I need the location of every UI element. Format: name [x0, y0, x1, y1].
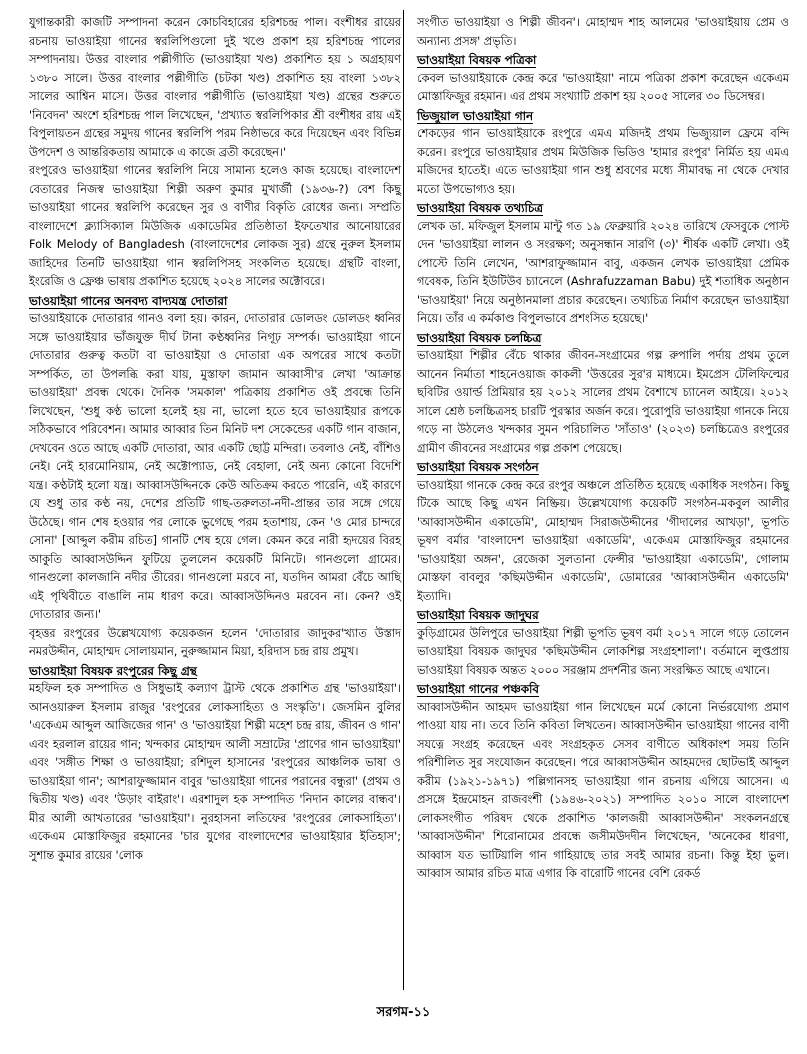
paragraph: রংপুরেও ভাওয়াইয়া গানের স্বরলিপি নিয়ে সামান্য হলেও কাজ হয়েছে। বাংলাদেশ বেতারের নিজস্ব ভাওয়াইয়া শিল্পী অরুণ কুমার মুখার্জী (১৯৩৬-?) বেশ কিছু ভাওয়াইয়া গানের স্বরলিপি করেছেন সুর ও বাণীর বিকৃতি রোধের জন্য। সম্প্রতি বাংলাদেশে ক্ল্যাসিক্যাল মিউজিক একাডেমির প্রতিষ্ঠাতা ইফতেখার আনোয়ারের Folk Melody of Bangladesh (বাংলাদেশের লোকজ সুর) গ্রন্থে নুরুল ইসলাম জাহিদের তিনটি ভাওয়াইয়া গান স্বরলিপিসহ সংকলিত হয়েছে। গ্রন্থটি বাংলা, ইংরেজি ও ফ্রেঞ্চ ভাষায় প্রকাশিত হয়েছে ২০২৪ সালের অক্টোবরে। [29, 164, 401, 288]
page-number: সরগম-১১ [376, 1005, 431, 1020]
paragraph: লেখক ডা. মফিজুল ইসলাম মান্টু গত ১৯ ফেব্রুয়ারি ২০২৪ তারিখে ফেসবুকে পোস্ট দেন 'ভাওয়াইয়া লালন ও সংরক্ষণ; অনুসন্ধান সারণি (৩)' শীর্ষক একটি লেখা। ওই পোস্টে তিনি লেখেন, 'আশরাফুজ্জামান বাবু, একজন লেখক ভাওয়াইয়া প্রেমিক গবেষক, তিনি ইউটিউব চ্যানেলে (Ashrafuzzaman Babu) দুই শতাধিক অনুষ্ঠান 'ভাওয়াইয়া' নিয়ে অনুষ্ঠানমালা প্রচার করেছেন। তথ্যচিত্র নির্মাণ করেছেন ভাওয়াইয়া নিয়ে। তাঁর এ কর্মকাণ্ড বিপুলভাবে প্রশংসিত হয়েছে।' [417, 219, 789, 325]
column-divider [403, 10, 404, 990]
paragraph: ভাওয়াইয়া শিল্পীর বেঁচে থাকার জীবন-সংগ্রামের গল্প রুপালি পর্দায় প্রথম তুলে আনেন নির্মাতা শাহনেওয়াজ কাকলী 'উত্তরের সুর'র মাধ্যমে। ইমপ্রেস টেলিফিল্মের ছবিটির ওয়ার্ল্ড প্রিমিয়ার হয় ২০১২ সালের প্রথম বৈশাখে চ্যানেল আইয়ে। ২০১২ সালে শ্রেষ্ঠ চলচ্চিত্রসহ চারটি পুরস্কার অর্জন করে। পুরোপুরি ভাওয়াইয়া গানকে নিয়ে গড়ে না উঠলেও খন্দকার সুমন পরিচালিত 'সাঁতাও' (২০২৩) চলচ্চিত্রেও রংপুরের গ্রামীণ জীবনের সংগ্রামের গল্প প্রকাশ পেয়েছে। [417, 349, 789, 455]
section-heading: ভিজুয়াল ভাওয়াইয়া গান [417, 108, 534, 123]
paragraph: সংগীত ভাওয়াইয়া ও শিল্পী জীবন'। মোহাম্মদ শাহ আলমের 'ভাওয়াইয়ায় প্রেম ও অন্যান্য প্রসঙ্গ' প্রভৃতি। [417, 16, 789, 48]
paragraph: ভাওয়াইয়া গানকে কেন্দ্র করে রংপুর অঞ্চলে প্রতিষ্ঠিত হয়েছে একাধিক সংগঠন। কিছু টিকে আছে কিছু এখন নিষ্ক্রিয়। উল্লেখযোগ্য কয়েকটি সংগঠন-মকবুল আলীর 'আব্বাসউদ্দীন একাডেমি', মোহাম্মদ সিরাজউদ্দীনের 'গীদালের আখড়া', ভূপতি ভূষণ বর্মার 'বাংলাদেশ ভাওয়াইয়া একাডেমি', একেএম মোস্তাফিজুর রহমানের 'ভাওয়াইয়া অঙ্গন', রেজেকা সুলতানা ফেন্সীর 'ভাওয়াইয়া একাডেমি', গোলাম মোস্তফা বাবলুর 'কছিমউদ্দীন একাডেমি', ডোমারের 'আব্বাসউদ্দীন একাডেমি' ইত্যাদি। [417, 478, 789, 603]
section-heading: ভাওয়াইয়া বিষয়ক সংগঠন [417, 460, 539, 474]
paragraph: মহফিল হক সম্পাদিত ও সিধুভাই কল্যাণ ট্রাস্ট থেকে প্রকাশিত গ্রন্থ 'ভাওয়াইয়া'। আনওয়ারুল ইসলাম রাজুর 'রংপুরের লোকসাহিত্য ও সংস্কৃতি'। জেসমিন বুলির 'একেএম আব্দুল আজিজের গান' ও 'ভাওয়াইয়া শিল্পী মহেশ চন্দ্র রায়, জীবন ও গান' এবং হরলাল রায়ের গান; খন্দকার মোহাম্মদ আলী সম্রাটের 'প্রাণের গান ভাওয়াইয়া' এবং 'সঙ্গীত শিক্ষা ও ভাওয়াইয়া; রশিদুল হাসানের 'রংপুরের আঞ্চলিক ভাষা ও ভাওয়াইয়া গান'; আশরাফুজ্জামান বাবুর 'ভাওয়াইয়া গানের পরানের বন্ধুরা' (প্রথম ও দ্বিতীয় খণ্ড) এবং 'উড়াং বাইরাং'। এরশাদুল হক সম্পাদিত 'নিদান কালের বান্ধব'। মীর আলী আখতারের 'ভাওয়াইয়া'। নুরহাসনা লতিফের 'রংপুরের লোকসাহিত্য'। একেএম মোস্তাফিজুর রহমানের 'চার যুগের বাংলাদেশের ভাওয়াইয়ার ইতিহাস'; সুশান্ত কুমার রায়ের 'লোক [29, 682, 401, 862]
left-column [29, 14, 401, 865]
paragraph: কুড়িগ্রামের উলিপুরে ভাওয়াইয়া শিল্পী ভূপতি ভূষণ বর্মা ২০১৭ সালে গড়ে তোলেন ভাওয়াইয়া বিষয়ক জাদুঘর 'কছিমউদ্দীন লোকশিল্প সংগ্রহশালা'। বর্তমানে লুপ্তপ্রায় ভাওয়াইয়া বিষয়ক অন্তত ২০০০ সরঞ্জাম প্রদর্শনীর জন্য সংরক্ষিত আছে এখানে। [417, 626, 789, 677]
section-heading: ভাওয়াইয়া বিষয়ক তথ্যচিত্র [417, 201, 543, 215]
paragraph: কেবল ভাওয়াইয়াকে কেন্দ্র করে 'ভাওয়াইয়া' নামে পত্রিকা প্রকাশ করেছেন একেএম মোস্তাফিজুর রহমান। এর প্রথম সংখ্যাটি প্রকাশ হয় ২০০৫ সালের ৩০ ডিসেম্বর। [417, 71, 789, 103]
paragraph: বৃহত্তর রংপুরের উল্লেখযোগ্য কয়েকজন হলেন 'দোতারার জাদুকর'খ্যাত উস্তাদ নমরউদ্দীন, মোহাম্মদ সোলায়মান, নুরুজ্জামান মিয়া, হরিদাস চন্দ্র রায় প্রমুখ। [29, 626, 401, 658]
paragraph: ভাওয়াইয়াকে দোতারার গানও বলা হয়। কারন, দোতারার ডোলডং ডোলডং ধ্বনির সঙ্গে ভাওয়াইয়ার ভাঁজযুক্ত দীর্ঘ টানা কণ্ঠধ্বনির নিগূঢ় সম্পর্ক। ভাওয়াইয়া গানে দোতারার গুরুত্ব কতটা বা ভাওয়াইয়া ও দোতারা এক অপরের সাথে কতটা সম্পর্কিত, তা উপলব্ধি করা যায়, মুস্তাফা জামান আব্বাসী'র লেখা 'আক্রান্ত ভাওয়াইয়া' প্রবন্ধ থেকে। দৈনিক 'সমকাল' পত্রিকায় প্রকাশিত ওই প্রবন্ধে তিনি লিখেছেন, 'শুধু কণ্ঠ ভালো হলেই হয় না, ভালো হতে হবে ভাওয়াইয়ার রূপকে সঠিকভাবে পরিবেশন। আমার আব্বার তিন মিনিট দশ সেকেন্ডের একটি গান বাজান, দেখবেন ওতে আছে একটি দোতারা, আর একটি ছোট্ট মন্দিরা। তবলাও নেই, বাঁশিও নেই। নেই হারমোনিয়াম, নেই অক্টোপ্যাড, নেই বেহালা, নেই অন্য কোনো বিদেশি যন্ত্র। কণ্ঠটাই হলো যন্ত্র। আব্বাসউদ্দিনকে কেউ অতিক্রম করতে পারেনি, এই কারণে যে শুধু তার কণ্ঠ নয়, দেশের প্রতিটি গাছ-তরুলতা-নদী-প্রান্তর তার সঙ্গে গেয়ে উঠেছে। গান শেষ হওয়ার পর লোকে ভুগেছে পরম হতাশায়, কেন 'ও মোর চান্দরে সোনা' [আব্দুল করীম রচিত] গানটি শেষ হয়ে গেল। কেমন করে নারী হৃদয়ের বিরহ আকুতি আব্বাসউদ্দিন ফুটিয়ে তুললেন কয়েকটি মিনিটে। গানগুলো গ্রামের। গানগুলো কালজানি নদীর তীরের। গানগুলো মরবে না, যতদিন আমরা বেঁচে আছি এই পৃথিবীতে বাঙালি নাম ধারণ করে। আব্বাসউদ্দিনও মরবেন না। কেন? ওই দোতারার জন্য।' [29, 312, 401, 621]
section-heading: ভাওয়াইয়া বিষয়ক রংপুরের কিছু গ্রন্থ [29, 663, 197, 678]
section-heading: ভাওয়াইয়া বিষয়ক পত্রিকা [417, 53, 537, 67]
section-heading: ভাওয়াইয়া বিষয়ক জাদুঘর [417, 608, 539, 622]
section-heading: ভাওয়াইয়া গানের অনবদ্য বাদ্যযন্ত্র দোতারা [29, 293, 228, 308]
paragraph: আব্বাসউদ্দীন আহমদ ভাওয়াইয়া গান লিখেছেন মর্মে কোনো নির্ভরযোগ্য প্রমাণ পাওয়া যায় না। তবে তিনি কবিতা লিখতেন। আব্বাসউদ্দীন ভাওয়াইয়া গানের বাণী সযত্নে সংগ্রহ করেছেন এবং সংগ্রহকৃত সেসব বাণীতে অধিকাংশ সময় তিনি পরিশীলিত সুর সংযোজন করেছেন। পরে আব্বাসউদ্দীন আহমদের ছোটভাই আব্দুল করীম (১৯২১-১৯৭১) পল্লিগানসহ ভাওয়াইয়া গান রচনায় এগিয়ে আসেন। এ প্রসঙ্গে ইন্দ্রমোহন রাজবংশী (১৯৪৬-২০২১) সম্পাদিত ২০১০ সালে বাংলাদেশ লোকসংগীত পরিষদ থেকে প্রকাশিত 'কালজয়ী আব্বাসউদ্দীন' সংকলনগ্রন্থে 'আব্বাসউদ্দীন' শিরোনামের প্রবন্ধে জসীমউদদীন লিখেছেন, 'অনেকের ধারণা, আব্বাস যত ভাটিয়ালি গান গাহিয়াছে তার সবই আমার রচনা। কিন্তু ইহা ভুল। আব্বাস আমার রচিত মাত্র এগার কি বারোটি গানের বেশি রেকর্ড [417, 700, 789, 880]
section-heading: ভাওয়াইয়া গানের পঞ্চকবি [417, 682, 539, 696]
right-column [417, 14, 789, 884]
paragraph: শেকড়ের গান ভাওয়াইয়াকে রংপুরে এমএ মজিদই প্রথম ভিজ্যুয়াল ফ্রেমে বন্দি করেন। রংপুরে ভাওয়াইয়ার প্রথম মিউজিক ভিডিও 'হামার রংপুর' নির্মিত হয় এমএ মজিদের হাতেই। এতে ভাওয়াইয়া গান শুধু শ্রবণের মধ্যে সীমাবদ্ধ না থেকে দেখার মতো উপভোগ্যও হয়। [417, 127, 789, 196]
paragraph: যুগান্তকারী কাজটি সম্পাদনা করেন কোচবিহারের হরিশচন্দ্র পাল। বংশীধর রায়ের রচনায় ভাওয়াইয়া গানের স্বরলিপিগুলো দুই খণ্ডে প্রকাশ হয় হরিশচন্দ্র পালের সম্পাদনায়। উত্তর বাংলার পল্লীগীতি (ভাওয়াইয়া খণ্ড) প্রকাশিত হয় ১ অগ্রহায়ণ ১৩৮০ সালে। উত্তর বাংলার পল্লীগীতি (চটকা খণ্ড) প্রকাশিত হয় বাংলা ১৩৮২ সালের আশ্বিন মাসে। উত্তর বাংলার পল্লীগীতি (ভাওয়াইয়া খণ্ড) গ্রন্থের শুরুতে 'নিবেদন' অংশে হরিশচন্দ্র পাল লিখেছেন, 'প্রখ্যাত স্বরলিপিকার শ্রী বংশীধর রায় এই বিপুলায়তন গ্রন্থের সমুদয় গানের স্বরলিপি পরম নিষ্ঠাভরে করে দিয়েছেন এবং বিভিন্ন উপদেশ ও আন্তরিকতায় আমাকে এ কাজে ব্রতী করেছেন।' [29, 16, 401, 159]
section-heading: ভাওয়াইয়া বিষয়ক চলচ্চিত্র [417, 330, 542, 345]
